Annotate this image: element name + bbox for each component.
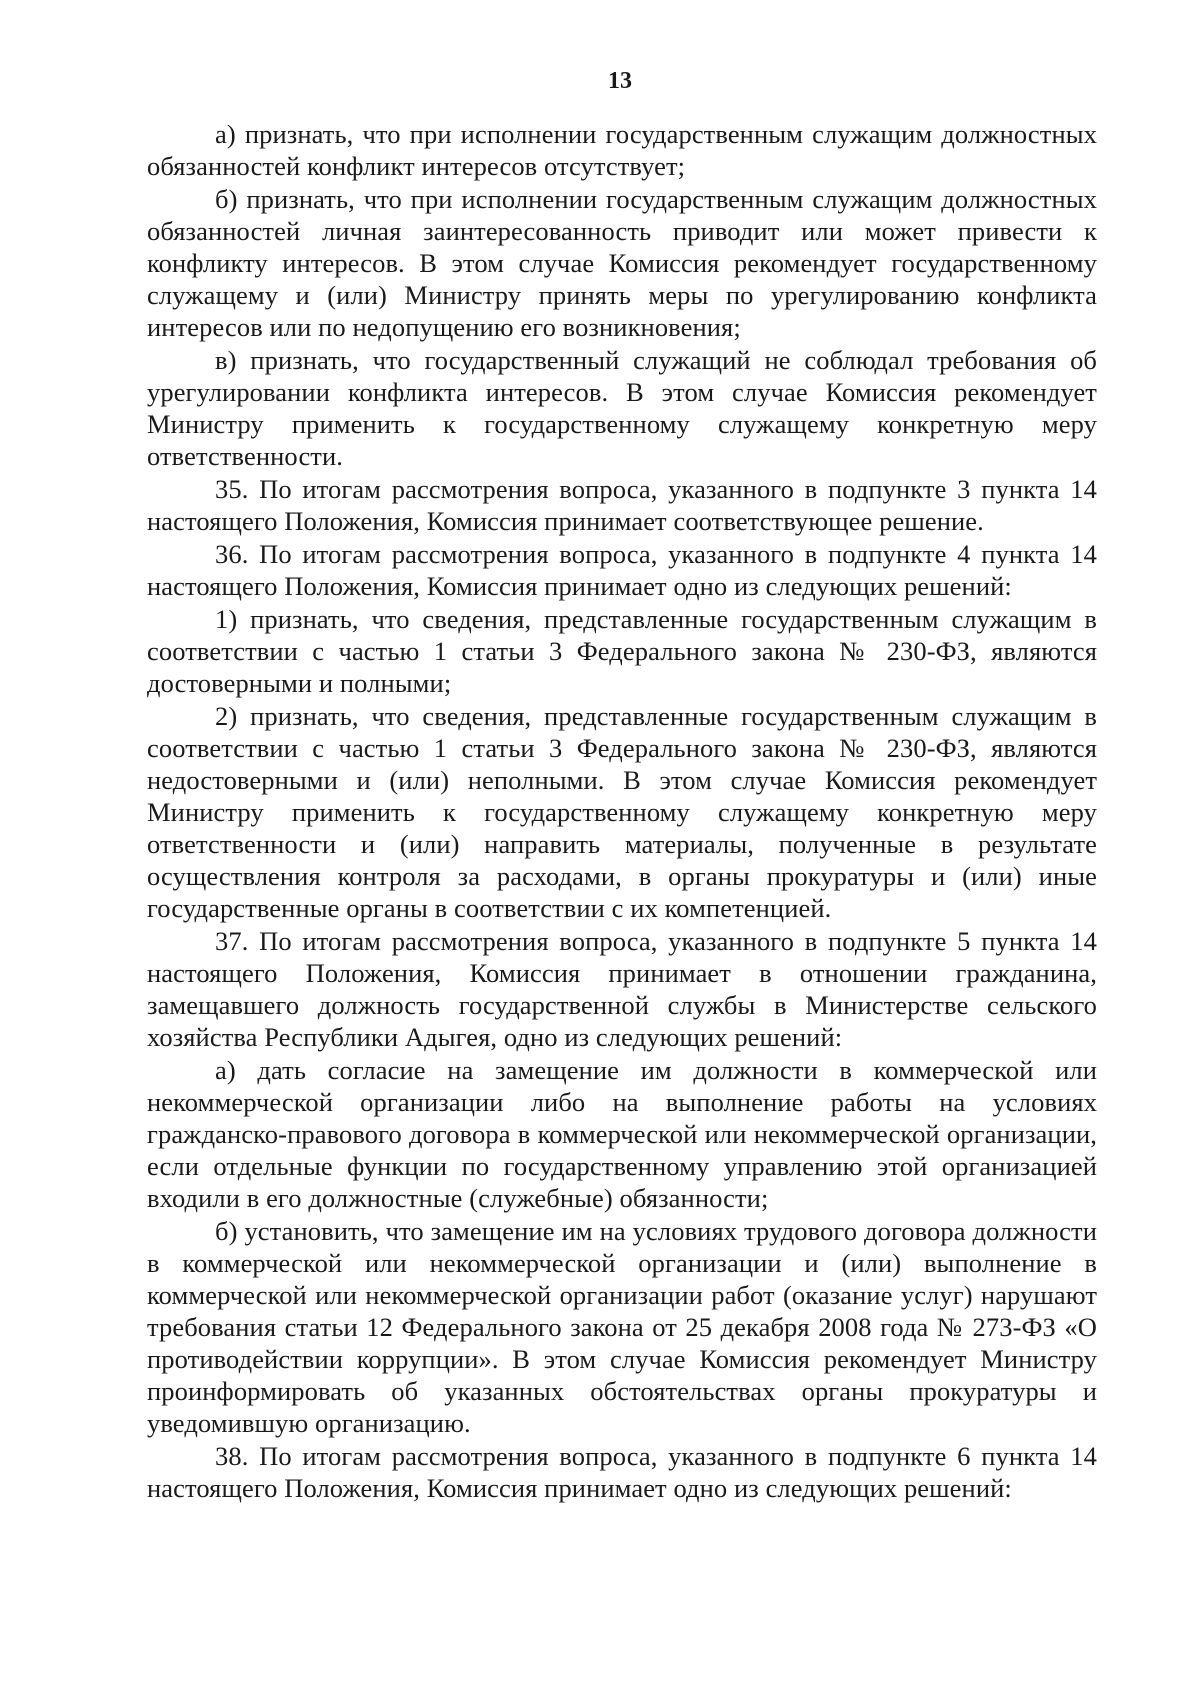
paragraph-a-no-conflict: а) признать, что при исполнении государственным служащим должностных обязанностей конфликт интересов отсутствует; [147,119,1097,181]
page-number: 13 [608,68,632,94]
paragraph-36-item-1: 1) признать, что сведения, представленные государственным служащим в соответствии с частью 1 статьи 3 Федерального закона № 230-ФЗ, являются достоверными и полными; [147,604,1097,698]
paragraph-36-item-2: 2) признать, что сведения, представленные государственным служащим в соответствии с частью 1 статьи 3 Федерального закона № 230-ФЗ, являются недостоверными и (или) неполными. В этом случае Комиссия рекомендует Министру применить к государственному служащему конкретную меру ответственности и (или) направить материалы, полученные в результате осуществления контроля за расходами, в органы прокуратуры и (или) иные государственные органы в соответствии с их компетенцией. [147,701,1097,923]
paragraph-35: 35. По итогам рассмотрения вопроса, указанного в подпункте 3 пункта 14 настоящего Положения, Комиссия принимает соответствующее решение. [147,474,1097,536]
paragraph-37: 37. По итогам рассмотрения вопроса, указанного в подпункте 5 пункта 14 настоящего Положения, Комиссия принимает в отношении гражданина, замещавшего должность государственной службы в Министерстве сельского хозяйства Республики Адыгея, одно из следующих решений: [147,926,1097,1052]
paragraph-v-requirements-violated: в) признать, что государственный служащий не соблюдал требования об урегулировании конфликта интересов. В этом случае Комиссия рекомендует Министру применить к государственному служащему конкретную меру ответственности. [147,345,1097,471]
paragraph-37-item-a: а) дать согласие на замещение им должности в коммерческой или некоммерческой организации либо на выполнение работы на условиях гражданско-правового договора в коммерческой или некоммерческой организации, если отдельные функции по государственному управлению этой организацией входили в его должностные (служебные) обязанности; [147,1055,1097,1213]
paragraph-36: 36. По итогам рассмотрения вопроса, указанного в подпункте 4 пункта 14 настоящего Положения, Комиссия принимает одно из следующих решений: [147,539,1097,601]
paragraph-37-item-b: б) установить, что замещение им на условиях трудового договора должности в коммерческой или некоммерческой организации и (или) выполнение в коммерческой или некоммерческой организации работ (оказание услуг) нарушают требования статьи 12 Федерального закона от 25 декабря 2008 года № 273-ФЗ «О противодействии коррупции». В этом случае Комиссия рекомендует Министру проинформировать об указанных обстоятельствах органы прокуратуры и уведомившую организацию. [147,1216,1097,1438]
paragraph-38: 38. По итогам рассмотрения вопроса, указанного в подпункте 6 пункта 14 настоящего Положения, Комиссия принимает одно из следующих решений: [147,1441,1097,1503]
paragraph-b-interest-conflict: б) признать, что при исполнении государственным служащим должностных обязанностей личная заинтересованность приводит или может привести к конфликту интересов. В этом случае Комиссия рекомендует государственному служащему и (или) Министру принять меры по урегулированию конфликта интересов или по недопущению его возникновения; [147,184,1097,342]
document-body [147,118,1097,1505]
